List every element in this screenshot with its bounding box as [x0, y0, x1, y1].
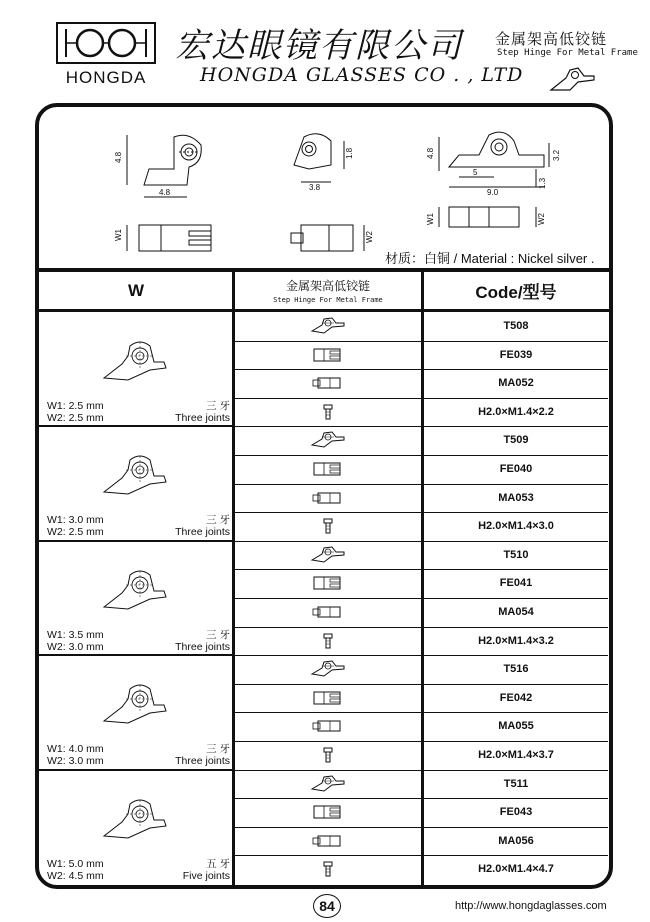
- hinge-drawing-icon: [100, 677, 180, 727]
- column-header-hinge: [235, 272, 421, 309]
- part-code: MA053: [498, 491, 534, 504]
- dim-label: W2: [537, 213, 546, 225]
- part-code: H2.0×M1.4×3.7: [478, 749, 554, 761]
- hinge-drawing-icon: [100, 334, 180, 384]
- product-title-en: Step Hinge For Metal Frame: [497, 48, 638, 58]
- joints-en: Three joints: [175, 526, 230, 539]
- w1-value: W1: 2.5 mm: [47, 400, 104, 412]
- joint-count: [160, 743, 230, 767]
- w1-value: W1: 3.0 mm: [47, 514, 104, 527]
- hinge-side-view-icon: [308, 460, 348, 478]
- dim-label: 5: [473, 168, 478, 177]
- dim-label: 4.8: [159, 188, 171, 197]
- hinge-top-view-icon: [308, 660, 348, 678]
- dim-label: W1: [426, 213, 435, 225]
- group-divider: [39, 654, 235, 656]
- joints-en: Three joints: [175, 412, 230, 424]
- screw-icon: [308, 517, 348, 535]
- part-code: MA055: [498, 720, 534, 733]
- part-code: H2.0×M1.4×3.2: [478, 634, 554, 647]
- width-spec: [47, 858, 104, 882]
- website-url: http://www.hongdaglasses.com: [455, 900, 607, 912]
- w2-value: W2: 3.0 mm: [47, 640, 104, 653]
- dim-label: 4.8: [114, 151, 123, 163]
- width-spec: [47, 629, 104, 653]
- w2-value: W2: 2.5 mm: [47, 412, 104, 424]
- hinge-thumbnail-icon: [548, 64, 598, 94]
- w1-value: W1: 5.0 mm: [47, 857, 104, 870]
- joints-en: Three joints: [175, 640, 230, 653]
- w2-value: W2: 4.5 mm: [47, 869, 104, 882]
- company-name-en: HONGDA GLASSES CO . , LTD: [200, 64, 524, 86]
- hinge-top-view-icon: [308, 775, 348, 793]
- page-number: 84: [313, 894, 341, 918]
- part-code: FE039: [499, 348, 533, 361]
- dim-label: 4.8: [426, 147, 435, 159]
- hinge-side-view-icon: [308, 574, 348, 592]
- technical-drawings: [39, 107, 609, 267]
- screw-icon: [308, 632, 348, 650]
- hinge-top-view-icon: [308, 546, 348, 564]
- w2-value: W2: 2.5 mm: [47, 526, 104, 539]
- part-code: H2.0×M1.4×2.2: [478, 405, 554, 418]
- part-code: T509: [503, 434, 529, 447]
- group-divider: [39, 769, 235, 771]
- w1-value: W1: 4.0 mm: [47, 743, 104, 756]
- part-code: H2.0×M1.4×3.0: [478, 520, 554, 533]
- part-code: T511: [503, 777, 529, 790]
- part-code: T510: [503, 548, 529, 561]
- part-code: FE040: [499, 463, 533, 475]
- column-header-hinge-cn: 金属架高低铰链: [285, 279, 370, 293]
- joints-cn: 五 牙: [206, 857, 230, 870]
- part-code: FE041: [499, 577, 533, 590]
- part-code: MA054: [498, 606, 534, 618]
- hinge-joint-view-icon: [308, 374, 348, 392]
- brand-name: HONGDA: [65, 68, 147, 87]
- joints-cn: 三 牙: [206, 628, 230, 641]
- hinge-joint-view-icon: [308, 832, 348, 850]
- hinge-top-view-icon: [308, 317, 348, 335]
- hinge-side-view-icon: [308, 346, 348, 364]
- material-note: 材质：白铜 / Material : Nickel silver .: [385, 251, 595, 266]
- hinge-top-view-icon: [308, 431, 348, 449]
- w2-value: W2: 3.0 mm: [47, 755, 104, 768]
- joints-en: Three joints: [175, 755, 230, 768]
- joints-cn: 三 牙: [206, 743, 230, 756]
- dim-label: 3.8: [309, 183, 321, 192]
- hinge-drawing-icon: [100, 448, 180, 498]
- hinge-drawing-icon: [100, 563, 180, 613]
- dim-label: 1.3: [538, 177, 547, 189]
- group-divider: [39, 425, 235, 427]
- width-spec: [47, 514, 104, 538]
- part-code: H2.0×M1.4×4.7: [478, 863, 554, 876]
- joint-count: [160, 514, 230, 538]
- w1-value: W1: 3.5 mm: [47, 628, 104, 641]
- joints-en: Five joints: [182, 869, 230, 882]
- joints-cn: 三 牙: [206, 514, 230, 527]
- part-code: T508: [503, 320, 529, 332]
- part-code: T516: [503, 663, 529, 676]
- hinge-joint-view-icon: [308, 603, 348, 621]
- part-code: MA052: [498, 377, 534, 390]
- dim-label: 3.2: [552, 149, 561, 161]
- dim-label: 9.0: [487, 188, 499, 197]
- dim-label: 1.8: [345, 147, 354, 159]
- width-spec: [47, 400, 104, 424]
- part-code: FE043: [499, 806, 533, 819]
- part-code: MA056: [498, 834, 534, 847]
- hinge-side-view-icon: [308, 689, 348, 707]
- logo-mark: [56, 22, 156, 64]
- joint-count: [160, 858, 230, 882]
- joints-cn: 三 牙: [206, 400, 230, 412]
- column-header-hinge-en: Step Hinge For Metal Frame: [273, 296, 383, 304]
- dim-label: W1: [114, 229, 123, 241]
- dim-label: W2: [365, 231, 374, 243]
- screw-icon: [308, 860, 348, 878]
- column-divider: [232, 270, 235, 887]
- hinge-drawing-icon: [100, 792, 180, 842]
- hinge-joint-view-icon: [308, 717, 348, 735]
- part-code: FE042: [499, 691, 533, 704]
- column-header-w: W: [127, 280, 145, 300]
- screw-icon: [308, 403, 348, 421]
- joint-count: [160, 400, 230, 424]
- screw-icon: [308, 746, 348, 764]
- product-title-cn: 金属架高低铰链: [495, 31, 608, 48]
- width-spec: [47, 743, 104, 767]
- group-divider: [39, 540, 235, 542]
- company-name-cn: 宏达眼镜有限公司: [175, 26, 463, 66]
- joint-count: [160, 629, 230, 653]
- hinge-joint-view-icon: [308, 489, 348, 507]
- hinge-side-view-icon: [308, 803, 348, 821]
- column-header-code: Code/型号: [475, 283, 557, 302]
